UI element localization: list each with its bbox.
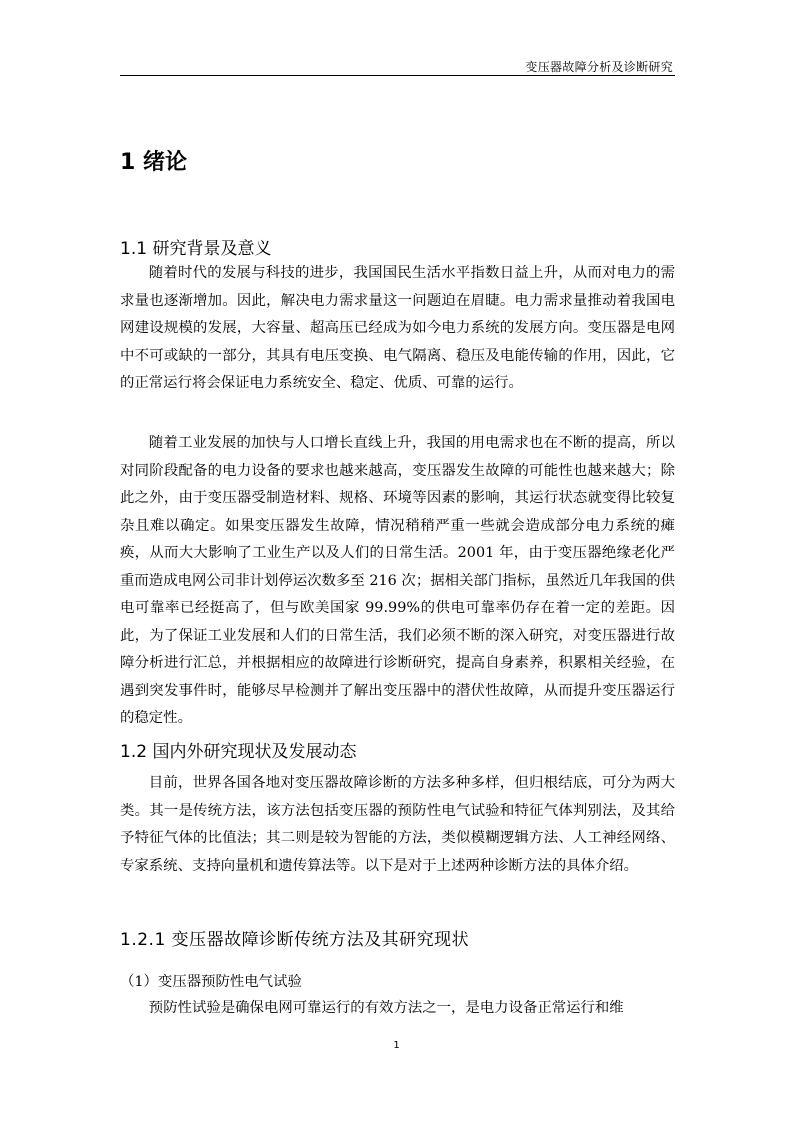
chapter-title: 1 绪论 — [120, 150, 187, 175]
paragraph-status: 目前，世界各国各地对变压器故障诊断的方法多种多样，但归根结底，可分为两大类。其一是传统方法，该方法包括变压器的预防性电气试验和特征气体判别法，及其给予特征气体的比值法；其二则是较为智能的方法，类似模糊逻辑方法、人工神经网络、专家系统、支持向量机和遗传算法等。以下是对于上述两种诊断方法的具体介绍。 — [120, 775, 675, 874]
section-heading-1-1: 1.1 研究背景及意义 — [120, 239, 272, 259]
paragraph-background-1: 随着时代的发展与科技的进步，我国国民生活水平指数日益上升，从而对电力的需求量也逐渐增加。因此，解决电力需求量这一问题迫在眉睫。电力需求量推动着我国电网建设规模的发展，大容量、超高压已经成为如今电力系统的发展方向。变压器是电网中不可或缺的一部分，其具有电压变换、电气隔离、稳压及电能传输的作用，因此，它的正常运行将会保证电力系统安全、稳定、优质、可靠的运行。 — [120, 265, 675, 391]
running-title: 变压器故障分析及诊断研究 — [525, 60, 673, 74]
paragraph-background-2: 随着工业发展的加快与人口增长直线上升，我国的用电需求也在不断的提高，所以对同阶段配备的电力设备的要求也越来越高，变压器发生故障的可能性也越来越大；除此之外，由于变压器受制造材料、规格、环境等因素的影响，其运行状态就变得比较复杂且难以确定。如果变压器发生故障，情况稍稍严重一些就会造成部分电力系统的瘫痪，从而大大影响了工业生产以及人们的日常生活。2001 年，由于变压器绝缘老化严重而造成电网公司非计划停运次数多至 216 次；据相关部门指标，虽然近几年我国的供电可靠率已经挺高了，但与欧美国家 99.99%的供电可靠率仍存在着一定的差距。因此，为了保证工业发展和人们的日常生活，我们必须不断的深入研究，对变压器进行故障分析进行汇总，并根据相应的故障进行诊断研究，提高自身素养，积累相关经验，在遇到突发事件时，能够尽早检测并了解出变压器中的潜伏性故障，从而提升变压器运行的稳定性。 — [120, 435, 675, 726]
list-item-label: （1）变压器预防性电气试验 — [120, 974, 302, 990]
paragraph-preventive-test: 预防性试验是确保电网可靠运行的有效方法之一，是电力设备正常运行和维 — [148, 1000, 624, 1016]
page-number: 1 — [393, 1040, 400, 1051]
section-heading-1-2: 1.2 国内外研究现状及发展动态 — [120, 742, 357, 762]
subsection-heading-1-2-1: 1.2.1 变压器故障诊断传统方法及其研究现状 — [120, 930, 470, 950]
running-header — [120, 55, 675, 76]
